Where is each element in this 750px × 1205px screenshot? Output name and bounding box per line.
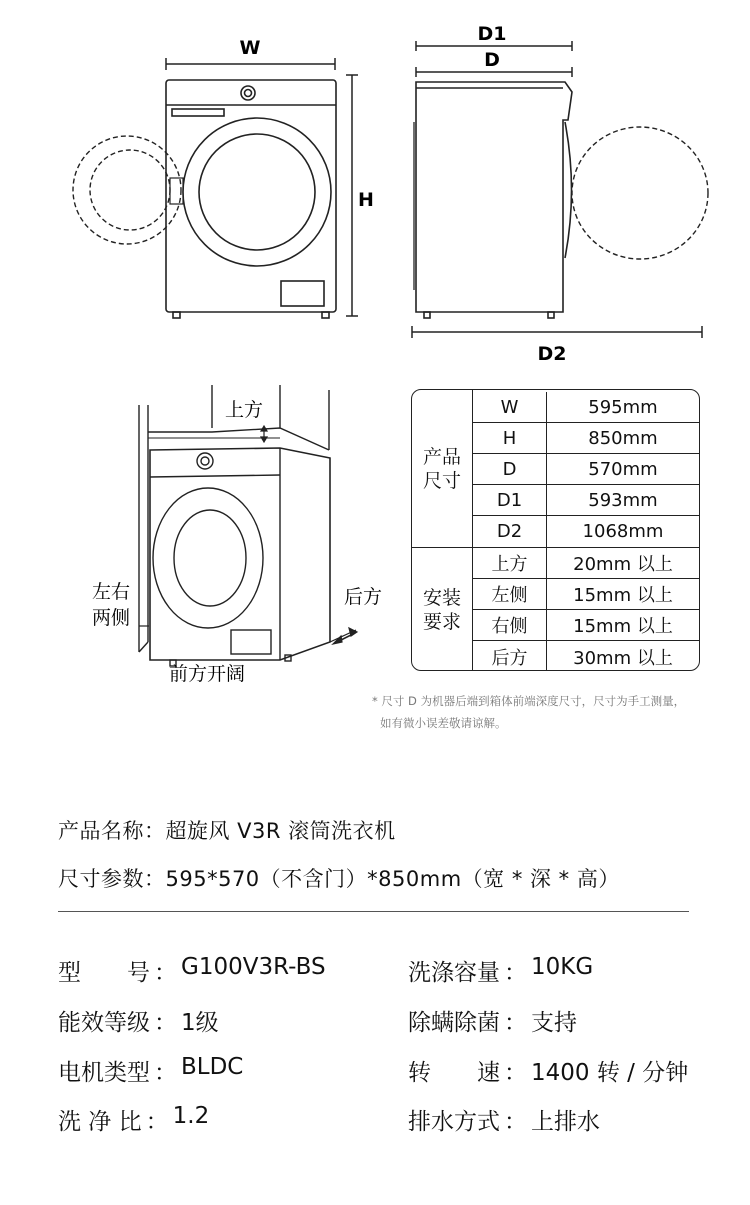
row-value: 20mm 以上 xyxy=(573,554,673,575)
row-value: 30mm 以上 xyxy=(573,647,673,669)
colon: ： xyxy=(154,960,177,986)
w-label: W xyxy=(239,37,261,59)
spec-table xyxy=(411,389,700,671)
spec-speed-label: 转 速 xyxy=(408,1060,500,1086)
product-size: 尺寸参数：595*570（不含门）*850mm（宽 * 深 * 高） xyxy=(58,867,620,891)
install-sides-label-1: 左右 xyxy=(91,581,131,603)
spec-ratio xyxy=(58,1103,209,1136)
row-key: H xyxy=(473,423,547,453)
table-row xyxy=(473,641,699,671)
table-row xyxy=(473,485,699,516)
row-value: 15mm 以上 xyxy=(573,585,673,606)
w-dimension-line xyxy=(166,58,335,70)
d2-dimension-line xyxy=(412,326,702,338)
spec-mite-label: 除螨除菌 xyxy=(408,1010,500,1036)
installation-diagram xyxy=(0,380,410,690)
row-key: 左侧 xyxy=(473,579,547,609)
row-value: 593mm xyxy=(588,489,658,511)
spec-speed xyxy=(408,1054,688,1087)
row-value: 570mm xyxy=(588,458,658,480)
row-key: 右侧 xyxy=(473,610,547,640)
table-row xyxy=(473,423,699,454)
row-key: D xyxy=(473,454,547,484)
spec-energy-label: 能效等级 xyxy=(58,1010,150,1036)
spec-motor-value: BLDC xyxy=(181,1054,244,1080)
colon: ： xyxy=(145,1109,169,1135)
measurement-note xyxy=(372,690,717,734)
row-value: 15mm 以上 xyxy=(573,616,673,637)
d-label: D xyxy=(484,49,500,71)
door-swing-front xyxy=(73,136,181,244)
spec-ratio-label: 洗 净 比 xyxy=(58,1109,142,1135)
spec-capacity-label: 洗涤容量 xyxy=(408,960,500,986)
row-value: 1068mm xyxy=(582,521,664,542)
install-sides-label-2: 两侧 xyxy=(91,607,131,629)
colon: ： xyxy=(504,1109,527,1135)
table-row xyxy=(473,454,699,485)
install-back-label: 后方 xyxy=(343,586,383,608)
note-line-1: * 尺寸 D 为机器后端到箱体前端深度尺寸，尺寸为手工测量， xyxy=(372,694,686,708)
table-row xyxy=(473,610,699,641)
group-install-req-line1: 安装 xyxy=(422,586,461,609)
spec-energy-value: 1级 xyxy=(181,1010,219,1036)
door-swing-side xyxy=(572,127,708,259)
spec-speed-value: 1400 转 / 分钟 xyxy=(531,1060,689,1086)
d1-label: D1 xyxy=(477,23,507,45)
install-top-label: 上方 xyxy=(224,399,264,421)
row-key: 后方 xyxy=(473,641,547,671)
row-value: 595mm xyxy=(588,396,658,418)
table-row xyxy=(473,516,699,547)
table-row xyxy=(473,579,699,610)
colon: ： xyxy=(154,1060,177,1086)
group-product-size xyxy=(412,390,473,547)
spec-capacity xyxy=(408,954,593,987)
colon: ： xyxy=(504,1010,527,1036)
spec-model xyxy=(58,954,326,987)
spec-drain-value: 上排水 xyxy=(531,1109,600,1135)
group-install-req-line2: 要求 xyxy=(422,610,461,633)
spec-drain-label: 排水方式 xyxy=(408,1109,500,1135)
side-machine xyxy=(414,82,572,318)
spec-ratio-value: 1.2 xyxy=(172,1103,210,1129)
spec-energy xyxy=(58,1004,219,1037)
row-value: 850mm xyxy=(588,427,658,449)
spec-capacity-value: 10KG xyxy=(531,954,594,980)
spec-mite xyxy=(408,1004,577,1037)
spec-drain xyxy=(408,1103,600,1136)
colon: ： xyxy=(504,1060,527,1086)
spec-motor-label: 电机类型 xyxy=(58,1060,150,1086)
row-key: W xyxy=(473,392,547,422)
spec-model-label: 型 号 xyxy=(58,960,150,986)
table-row xyxy=(473,392,699,423)
note-line-2: 如有微小误差敬请谅解。 xyxy=(380,716,507,730)
group-install-req xyxy=(412,547,473,671)
d2-label: D2 xyxy=(537,343,567,365)
spec-motor xyxy=(58,1054,243,1087)
h-label: H xyxy=(358,189,374,211)
section-divider xyxy=(58,911,689,912)
colon: ： xyxy=(504,960,527,986)
h-dimension-line xyxy=(346,75,358,316)
front-view-diagram xyxy=(0,0,750,380)
row-key: 上方 xyxy=(473,548,547,578)
table-row xyxy=(473,548,699,579)
group-product-size-line2: 尺寸 xyxy=(422,469,461,492)
front-machine xyxy=(166,80,336,318)
group-product-size-line1: 产品 xyxy=(422,445,461,468)
install-front-label: 前方开阔 xyxy=(168,663,246,685)
spec-model-value: G100V3R-BS xyxy=(181,954,326,980)
row-key: D2 xyxy=(473,516,547,547)
product-name: 产品名称：超旋风 V3R 滚筒洗衣机 xyxy=(58,819,396,843)
spec-mite-value: 支持 xyxy=(531,1010,577,1036)
colon: ： xyxy=(154,1010,177,1036)
row-key: D1 xyxy=(473,485,547,515)
